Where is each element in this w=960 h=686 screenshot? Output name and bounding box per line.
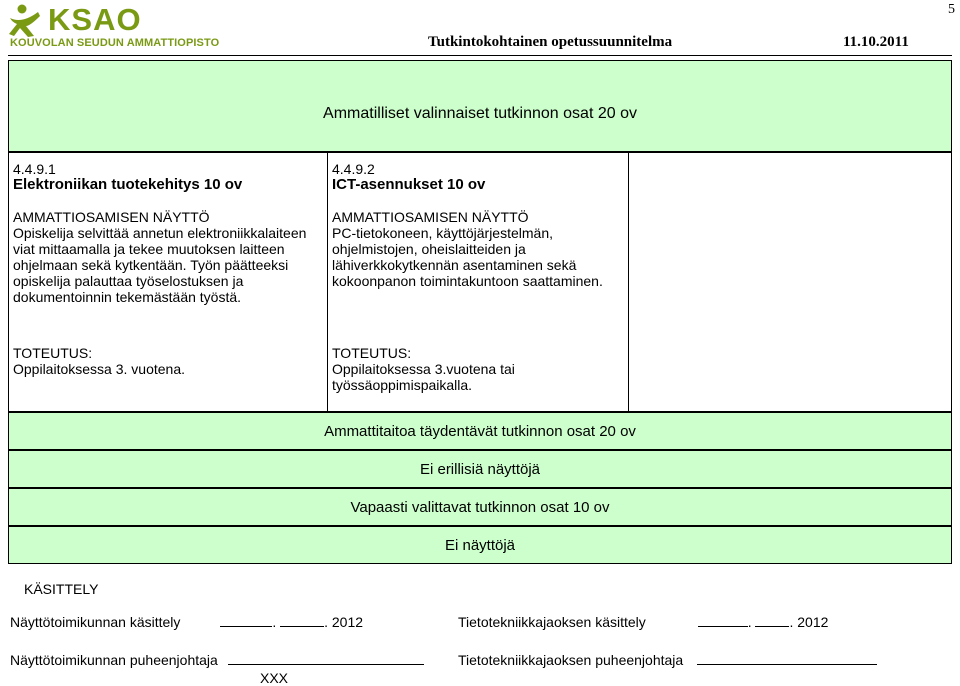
date-blank: [698, 614, 748, 627]
module-title: Elektroniikan tuotekehitys 10 ov: [13, 176, 243, 193]
date-blank: [755, 614, 789, 627]
demo-line: Opiskelija selvittää annetun elektroniikkalaiteen: [13, 225, 307, 241]
logo-subtitle: KOUVOLAN SEUDUN AMMATTIOPISTO: [10, 37, 220, 49]
header-date: 11.10.2011: [843, 34, 909, 50]
module-title: ICT-asennukset 10 ov: [332, 176, 486, 193]
label: Tietotekniikkajaoksen käsittely: [458, 614, 646, 630]
toteutus-label: TOTEUTUS:: [332, 345, 412, 361]
row-vapaasti: [8, 488, 952, 526]
row-label: Ei erillisiä näyttöjä: [419, 461, 541, 478]
module-number: 4.4.9.1: [13, 161, 56, 177]
toteutus-label: TOTEUTUS:: [13, 345, 93, 361]
table-cell-ict: [327, 152, 629, 412]
ksao-logo: [8, 4, 243, 52]
tietotekniikkajaos-puheenjohtaja: [458, 652, 877, 668]
nayttotoimikunta-kasittely: [10, 614, 363, 630]
row-label: Ammattitaitoa täydentävät tutkinnon osat 20 ov: [324, 423, 636, 440]
demo-line: dokumentoinnin tekemästään työstä.: [13, 289, 242, 305]
tietotekniikkajaos-kasittely: [458, 614, 828, 630]
row-ei-erillisia: [8, 450, 952, 488]
date-blank: [280, 614, 324, 627]
demo-heading: AMMATTIOSAMISEN NÄYTTÖ: [332, 209, 529, 225]
kasittely-heading: KÄSITTELY: [24, 581, 99, 597]
dot: .: [747, 614, 752, 630]
section-title: Ammatilliset valinnaiset tutkinnon osat 20 ov: [323, 105, 637, 122]
signature-name: XXX: [260, 670, 289, 686]
row-label: Vapaasti valittavat tutkinnon osat 10 ov: [350, 499, 610, 516]
nayttotoimikunta-puheenjohtaja: [10, 652, 424, 668]
section-title-box: [8, 60, 952, 152]
toteutus-line: työssäoppimispaikalla.: [332, 377, 473, 393]
demo-line: opiskelija palauttaa työselostuksen ja: [13, 273, 244, 289]
year: . 2012: [789, 614, 829, 630]
signature-line: [228, 652, 424, 665]
person-mark-icon: [8, 4, 48, 38]
demo-line: ohjelmistojen, oheislaitteiden ja: [332, 241, 526, 257]
label: Tietotekniikkajaoksen puheenjohtaja: [458, 652, 684, 668]
row-ammattitaitoa: [8, 412, 952, 450]
header-divider: [8, 55, 952, 56]
demo-heading: AMMATTIOSAMISEN NÄYTTÖ: [13, 209, 210, 225]
table-cell-elektroniikka: [8, 152, 328, 412]
row-ei-nayttoja: [8, 526, 952, 564]
signature-line: [697, 652, 877, 665]
demo-line: PC-tietokoneen, käyttöjärjestelmän,: [332, 225, 553, 241]
dot: .: [272, 614, 277, 630]
row-label: Ei näyttöjä: [444, 537, 516, 554]
demo-line: ohjelmaan sekä kytkentään. Työn päätteeksi: [13, 257, 289, 273]
header-title: Tutkintokohtainen opetussuunnitelma: [428, 34, 673, 50]
label: Näyttötoimikunnan käsittely: [10, 614, 181, 630]
date-blank: [220, 614, 272, 627]
module-number: 4.4.9.2: [332, 161, 375, 177]
toteutus-line: Oppilaitoksessa 3.vuotena tai: [332, 361, 515, 377]
demo-line: kokoonpanon toimintakuntoon saattaminen.: [332, 273, 603, 289]
label: Näyttötoimikunnan puheenjohtaja: [10, 652, 218, 668]
year: . 2012: [324, 614, 364, 630]
logo-brand: KSAO: [48, 2, 142, 37]
page-number: 5: [948, 2, 955, 17]
demo-line: viat mittaamalla ja tekee muutoksen laitteen: [13, 241, 285, 257]
toteutus-line: Oppilaitoksessa 3. vuotena.: [13, 361, 185, 377]
table-cell-empty: [628, 152, 952, 412]
demo-line: lähiverkkokytkennän asentaminen sekä: [332, 257, 577, 273]
